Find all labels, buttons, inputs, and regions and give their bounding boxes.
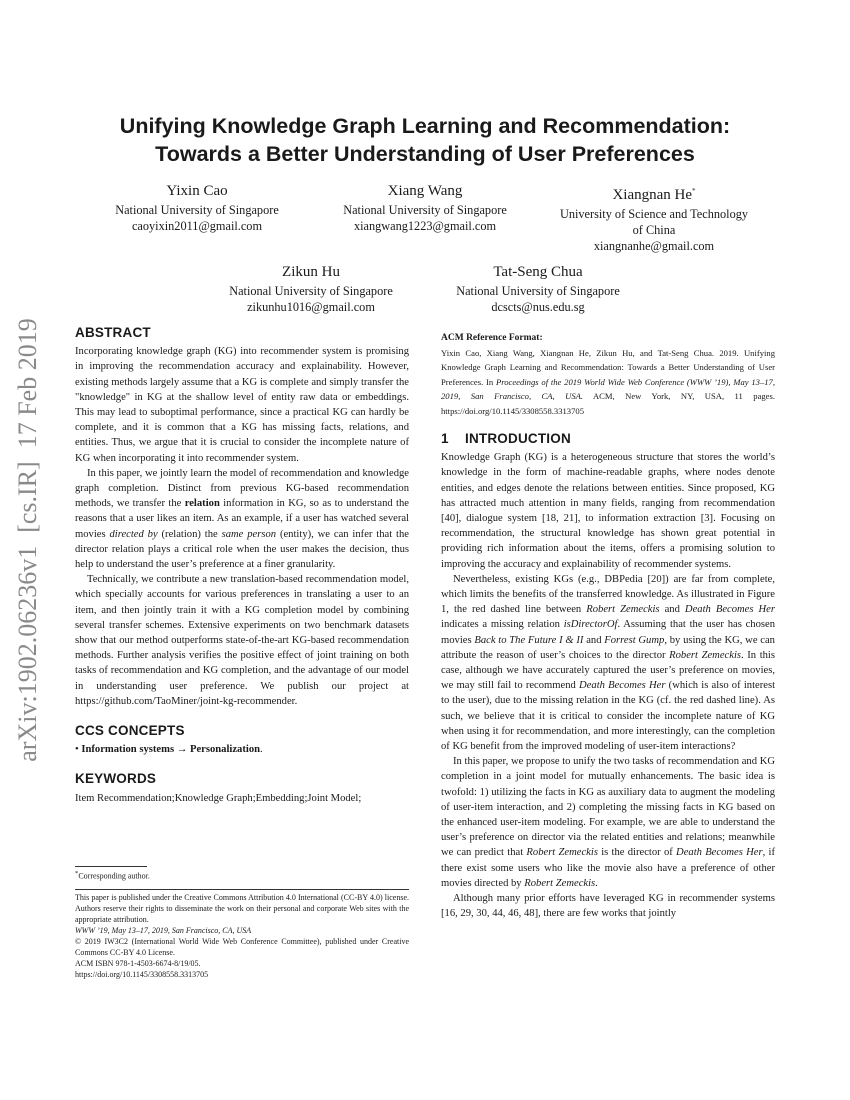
author-name: Xiang Wang: [387, 183, 463, 199]
abstract-paragraph: Technically, we contribute a new translation-based recommendation model, which specially accounts for various preferences in translating a user to an item, and then jointly train it with a KG completion model by combining several transfer schemes. Extensive experiments on two benchmark datasets show that our method outperforms state-of-the-art KG-based recommendation methods. Further analysis verifies the positive effect of joint training on both tasks of recommendation and KG completion, and the advantage of our model in understanding user preference. We publish our project at https://github.com/TaoMiner/joint-kg-recommender.: [75, 574, 409, 707]
corresponding-mark: *: [692, 187, 696, 195]
intro-paragraph: In this paper, we propose to unify the two tasks of recommendation and KG completion in a joint model for mutually enhancements. The basic idea is twofold: 1) utilizing the facts in KG as auxiliary data to augment the modeling of user-item interaction, and 2) completing the missing facts in KG based on the enhanced user-item modeling. For example, we are able to understand the user’s preference on director via the related entities and relations; meanwhile we can predict that Robert Zemeckis is the director of Death Becomes Her, if there exist some users who like the movie also have a preference of other movies directed by Robert Zemeckis.: [441, 756, 775, 889]
author-email: xiangwang1223@gmail.com: [353, 219, 497, 233]
ccs-concepts: • Information systems → Personalization.: [75, 744, 263, 756]
footnote: *Corresponding author.: [75, 870, 150, 881]
author-block: [97, 182, 297, 234]
venue-line: WWW ’19, May 13–17, 2019, San Francisco, CA, USA: [75, 926, 252, 935]
license-rule: [75, 889, 409, 890]
author-email: zikunhu1016@gmail.com: [247, 300, 375, 314]
title-line-2: Towards a Better Understanding of User Preferences: [155, 142, 695, 166]
acm-reference-text: Yixin Cao, Xiang Wang, Xiangnan He, Zikun Hu, and Tat-Seng Chua. 2019. Unifying Knowledge Graph Learning and Recommendation: Towards a Better Understanding of User Preferences. In Proceedings of the 2019 World Wide Web Conference (WWW ’19), May 13–17, 2019, San Francisco, CA, USA. ACM, New York, NY, USA, 11 pages. https://doi.org/10.1145/3308558.3313705: [441, 347, 776, 416]
paper-title: [60, 112, 790, 168]
arxiv-identifier: arXiv:1902.06236v1 [cs.IR] 17 Feb 2019: [13, 318, 42, 762]
arxiv-stamp: [6, 300, 48, 780]
author-affiliation: National University of Singapore: [456, 284, 620, 298]
license-text: This paper is published under the Creative Commons Attribution 4.0 International (CC-BY 4.0) license. Authors reserve their rights to disseminate the work on their personal and corporate Web sites with the appropriate attribution.: [75, 893, 409, 924]
intro-paragraph: Nevertheless, existing KGs (e.g., DBPedia [20]) are far from complete, which limits the benefits of the transferred knowledge. As illustrated in Figure 1, the red dashed line between Robert Zemeckis and Death Becomes Her indicates a missing relation isDirectorOf. Assuming that the user has chosen movies Back to The Future I & II and Forrest Gump, by using the KG, we can attribute the reason of user’s choices to the director Robert Zemeckis. In this case, although we have accurately captured the user’s preference on movies, we may still fail to recommend Death Becomes Her (which is also of interest to the user), due to the missing relation in the KG (cf. the red dashed line). As such, we believe that it is critical to consider the incomplete nature of KG when using it for recommendation, and more interestingly, can the completion of KG benefit from the improved modeling of user-item interactions?: [441, 573, 776, 753]
author-affiliation: National University of Singapore: [115, 203, 279, 217]
right-column: [441, 431, 775, 922]
acm-reference-heading: ACM Reference Format:: [441, 333, 543, 343]
author-name: Xiangnan He: [612, 187, 693, 203]
license-block: [75, 892, 409, 980]
author-email: caoyixin2011@gmail.com: [131, 219, 263, 233]
author-block: [438, 263, 638, 315]
footnote-rule: [75, 866, 147, 867]
copyright-line: © 2019 IW3C2 (International World Wide Web Conference Committee), published under Creative Commons CC-BY 4.0 License.: [75, 937, 409, 957]
author-affiliation: University of Science and Technology: [559, 207, 749, 221]
left-column: [75, 325, 409, 806]
abstract-heading: ABSTRACT: [75, 325, 151, 340]
keywords-heading: KEYWORDS: [75, 771, 157, 787]
intro-paragraph: Although many prior efforts have leveraged KG in recommender systems [16, 29, 30, 44, 46, 48], there are few works that jointly: [441, 893, 775, 920]
keywords-text: Item Recommendation;Knowledge Graph;Embedding;Joint Model;: [75, 792, 362, 804]
abstract-paragraph: Incorporating knowledge graph (KG) into recommender system is promising in improving the recommendation accuracy and explainability. However, existing methods largely assume that a KG is complete and simply transfer the "knowledge" in KG at the shallow level of entity raw data or embeddings. This may lead to suboptimal performance, since a practical KG can hardly be complete, and it is common that a KG has missing facts, relations, and entities. Thus, we argue that it is crucial to consider the incomplete nature of KG when incorporating it into recommender system.: [75, 346, 409, 464]
acm-reference: [441, 331, 775, 418]
author-name: Yixin Cao: [166, 183, 228, 199]
author-affiliation: National University of Singapore: [229, 284, 393, 298]
author-name: Tat-Seng Chua: [493, 264, 583, 280]
title-line-1: Unifying Knowledge Graph Learning and Recommendation:: [119, 114, 731, 138]
author-block: [325, 182, 525, 234]
introduction-heading: 1 INTRODUCTION: [441, 431, 571, 446]
author-block: [211, 263, 411, 315]
ccs-heading: CCS CONCEPTS: [75, 723, 185, 739]
author-email: xiangnanhe@gmail.com: [593, 239, 715, 253]
author-name: Zikun Hu: [282, 264, 340, 280]
doi-line: https://doi.org/10.1145/3308558.3313705: [75, 970, 209, 979]
intro-paragraph: Knowledge Graph (KG) is a heterogeneous structure that stores the world’s knowledge in the form of machine-readable graphs, where nodes denote entities, and edges denote the relations between entities. Since proposed, KG has attracted much attention in many fields, ranging from recommendation [40], dialogue system [18, 21], to information extraction [3]. Focusing on recommendation, the structural knowledge has shown great potential in providing rich information about the items, offers a promising solution to improving the accuracy and explainability of recommender systems.: [441, 452, 775, 570]
author-affiliation-line-2: of China: [632, 223, 676, 237]
abstract-paragraph: In this paper, we jointly learn the model of recommendation and knowledge graph completion. Distinct from previous KG-based recommendation methods, we transfer the relation information in KG, so as to understand the reasons that a user likes an item. As an example, if a user has watched several movies directed by (relation) the same person (entity), we can infer that the director relation plays a critical role when the user makes the decision, thus help to understand the user’s preference at a finer granularity.: [75, 467, 409, 571]
isbn-line: ACM ISBN 978-1-4503-6674-8/19/05.: [75, 959, 201, 968]
author-affiliation: National University of Singapore: [343, 203, 507, 217]
author-block: [538, 182, 770, 254]
author-email: dcscts@nus.edu.sg: [491, 300, 585, 314]
